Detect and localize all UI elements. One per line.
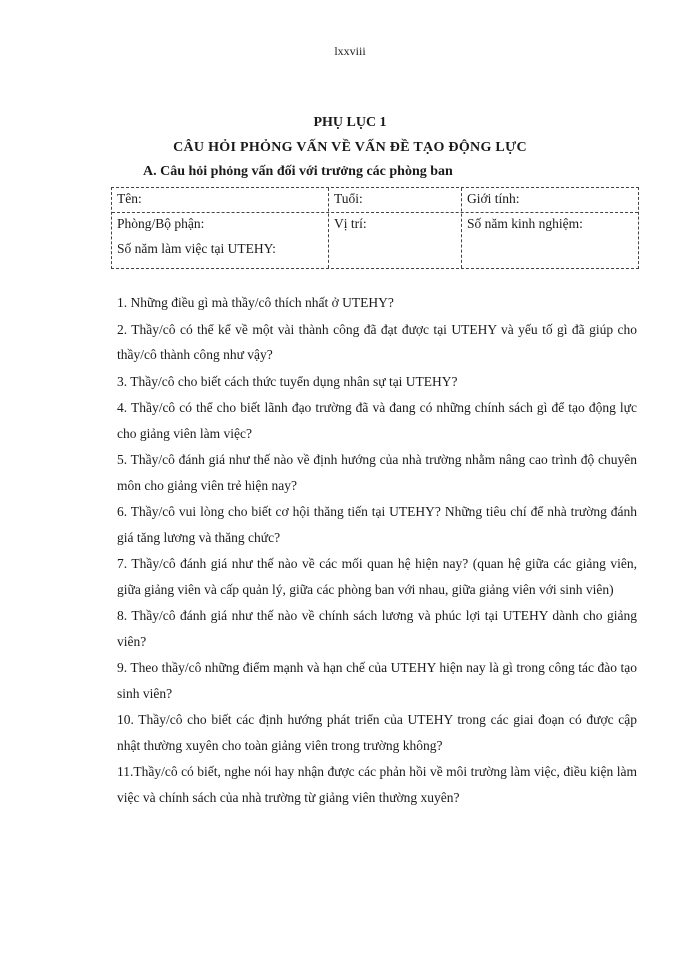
appendix-subtitle: CÂU HỎI PHỎNG VẤN VỀ VẤN ĐỀ TẠO ĐỘNG LỰC [173,140,527,155]
question-item: 6. Thầy/cô vui lòng cho biết cơ hội thăng tiến tại UTEHY? Những tiêu chí để nhà trường đánh giá tăng lương và thăng chức? [117,504,637,545]
department-field: Phòng/Bộ phận: [117,216,205,231]
page-number: lxxviii [334,44,366,58]
section-heading: A. Câu hỏi phỏng vấn đối với trưởng các phòng ban [143,164,453,179]
position-field: Vị trí: [334,216,367,231]
question-item: 1. Những điều gì mà thầy/cô thích nhất ở UTEHY? [117,295,394,310]
experience-field: Số năm kinh nghiệm: [467,216,583,231]
question-item: 10. Thầy/cô cho biết các định hướng phát triển của UTEHY trong các giai đoạn có được cập nhật thường xuyên cho toàn giảng viên trong trường không? [117,712,637,753]
years-at-utehy-field: Số năm làm việc tại UTEHY: [117,241,276,256]
question-item: 7. Thầy/cô đánh giá như thế nào về các mối quan hệ hiện nay? (quan hệ giữa các giảng viên, giữa giảng viên và cấp quản lý, giữa các phòng ban với nhau, giữa giảng viên với sinh viên) [117,556,637,597]
question-item: 8. Thầy/cô đánh giá như thế nào về chính sách lương và phúc lợi tại UTEHY dành cho giảng viên? [117,608,637,649]
question-item: 3. Thầy/cô cho biết cách thức tuyển dụng nhân sự tại UTEHY? [117,373,458,389]
appendix-title: PHỤ LỤC 1 [313,115,387,130]
table-row-divider [112,212,638,213]
name-field: Tên: [117,191,142,206]
age-field: Tuổi: [334,191,363,206]
question-item: 9. Theo thầy/cô những điểm mạnh và hạn chế của UTEHY hiện nay là gì trong công tác đào tạo sinh viên? [117,660,637,701]
question-item: 2. Thầy/cô có thể kể về một vài thành công đã đạt được tại UTEHY và yếu tố gì đã giúp cho thầy/cô thành công như vậy? [117,321,637,362]
question-item: 5. Thầy/cô đánh giá như thế nào về định hướng của nhà trường nhằm nâng cao trình độ chuyên môn cho giảng viên trẻ hiện nay? [117,452,637,493]
question-item: 11.Thầy/cô có biết, nghe nói hay nhận được các phản hồi về môi trường làm việc, điều kiện làm việc và chính sách của nhà trường từ giảng viên thường xuyên? [117,764,637,805]
question-list [117,290,637,811]
gender-field: Giới tính: [467,191,520,206]
respondent-info-table [111,187,639,269]
question-item: 4. Thầy/cô có thể cho biết lãnh đạo trường đã và đang có những chính sách gì để tạo động lực cho giảng viên làm việc? [117,400,637,441]
